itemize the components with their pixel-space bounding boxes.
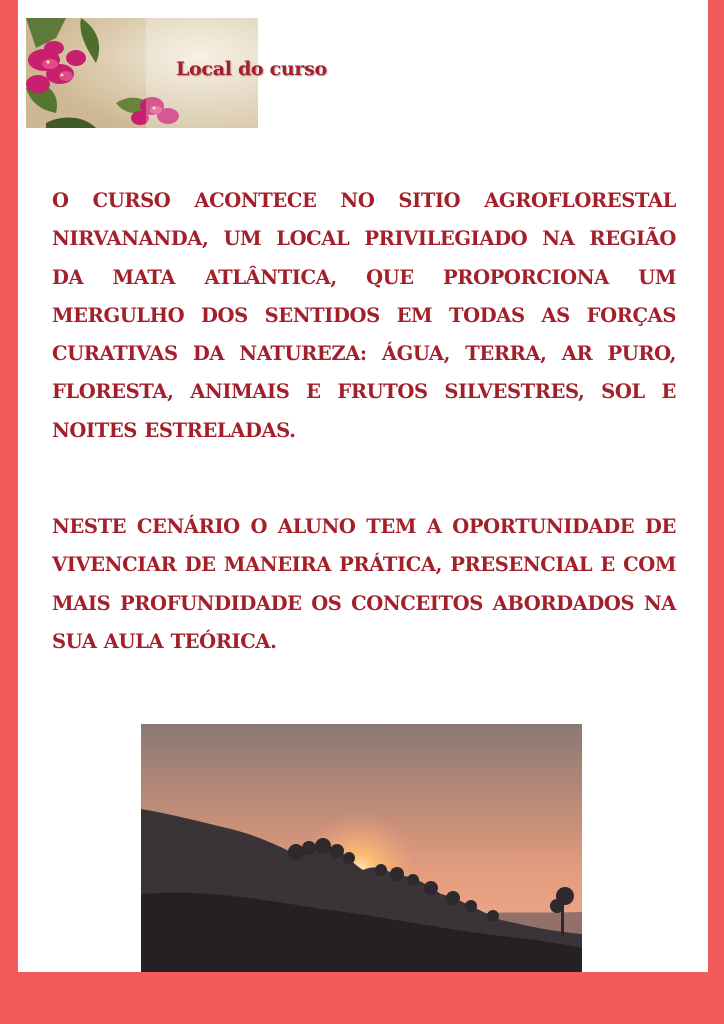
section-title: Local do curso: [176, 58, 327, 80]
paragraph-location: O CURSO ACONTECE NO SITIO AGROFLORESTAL NIRVANANDA, UM LOCAL PRIVILEGIADO NA REGIÃO DA MATA ATLÂNTICA, QUE PROPORCIONA UM MERGULHO DOS SENTIDOS EM TODAS AS FORÇAS CURATIVAS DA NATUREZA: ÁGUA, TERRA, AR PURO, FLORESTA, ANIMAIS E FRUTOS SILVESTRES, SOL E NOITES ESTRELADAS.: [52, 189, 676, 442]
sunset-forest-photo: [141, 724, 582, 972]
document-page: [18, 0, 708, 972]
paragraph-experience: NESTE CENÁRIO O ALUNO TEM A OPORTUNIDADE DE VIVENCIAR DE MANEIRA PRÁTICA, PRESENCIAL E COM MAIS PROFUNDIDADE OS CONCEITOS ABORDADOS NA SUA AULA TEÓRICA.: [52, 515, 676, 653]
